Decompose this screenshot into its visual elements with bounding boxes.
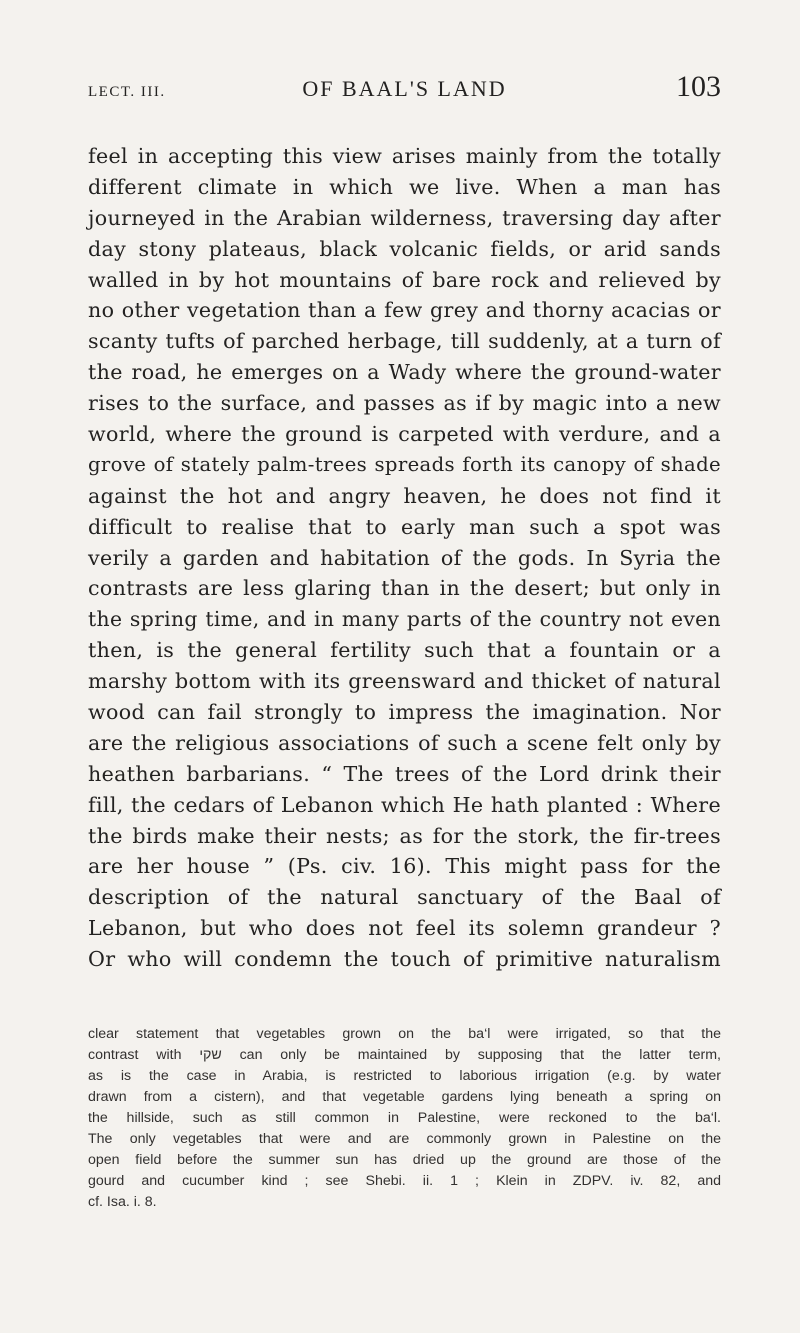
footnote-line: cf. Isa. i. 8. <box>88 1194 157 1210</box>
footnote-line: The only vegetables that were and are commonly grown in Palestine on the <box>88 1131 721 1147</box>
footnote-line: drawn from a cistern), and that vegetable gardens lying beneath a spring on <box>88 1089 721 1105</box>
body-line: are her house ” (Ps. civ. 16). This might pass for the <box>88 854 721 879</box>
running-title: OF BAAL'S LAND <box>302 76 507 101</box>
body-line: walled in by hot mountains of bare rock and relieved by <box>88 267 721 292</box>
body-line: different climate in which we live. When a man has <box>88 174 721 199</box>
body-line: difficult to realise that to early man such a spot was <box>88 514 721 539</box>
body-line: verily a garden and habitation of the gods. In Syria the <box>88 545 721 570</box>
body-line: rises to the surface, and passes as if by magic into a new <box>88 391 721 416</box>
footnote-line: as is the case in Arabia, is restricted to laborious irrigation (e.g. by water <box>88 1068 721 1084</box>
body-line: the birds make their nests; as for the stork, the fir-trees <box>88 823 721 848</box>
body-line: world, where the ground is carpeted with verdure, and a <box>88 422 721 447</box>
footnote-line: contrast with שקי can only be maintained by supposing that the latter term, <box>88 1047 721 1063</box>
body-line: against the hot and angry heaven, he does not find it <box>88 483 721 508</box>
body-line: feel in accepting this view arises mainly from the totally <box>88 144 721 168</box>
body-paragraph <box>88 141 721 975</box>
body-line: the road, he emerges on a Wady where the ground-water <box>88 360 721 385</box>
body-line: grove of stately palm-trees spreads forth its canopy of shade <box>88 452 721 476</box>
body-line: the spring time, and in many parts of the country not even <box>88 607 721 632</box>
footnote-line: open field before the summer sun has dried up the ground are those of the <box>88 1152 721 1168</box>
body-line: heathen barbarians. “ The trees of the Lord drink their <box>88 761 721 786</box>
body-line: Or who will condemn the touch of primitive naturalism <box>88 947 721 972</box>
footnote-line: clear statement that vegetables grown on the ba‘l were irrigated, so that the <box>88 1026 721 1042</box>
body-line: Lebanon, but who does not feel its solemn grandeur ? <box>88 916 721 941</box>
footnote-line: gourd and cucumber kind ; see Shebi. ii. 1 ; Klein in ZDPV. iv. 82, and <box>88 1173 721 1189</box>
body-line: then, is the general fertility such that a fountain or a <box>88 638 721 663</box>
body-line: journeyed in the Arabian wilderness, traversing day after <box>88 205 721 230</box>
running-header <box>88 70 721 116</box>
body-line: scanty tufts of parched herbage, till suddenly, at a turn of <box>88 329 721 354</box>
footnote-line: the hillside, such as still common in Palestine, were reckoned to the ba‘l. <box>88 1110 721 1126</box>
lecture-label: LECT. III. <box>88 84 166 100</box>
body-line: marshy bottom with its greensward and thicket of natural <box>88 669 721 694</box>
body-line: are the religious associations of such a scene felt only by <box>88 730 721 755</box>
page-number: 103 <box>676 70 721 103</box>
body-line: contrasts are less glaring than in the desert; but only in <box>88 576 721 601</box>
body-line: day stony plateaus, black volcanic fields, or arid sands <box>88 236 721 261</box>
body-line: wood can fail strongly to impress the imagination. Nor <box>88 700 721 725</box>
body-line: description of the natural sanctuary of the Baal of <box>88 885 721 910</box>
body-line: fill, the cedars of Lebanon which He hath planted : Where <box>88 792 721 817</box>
body-line: no other vegetation than a few grey and thorny acacias or <box>88 298 721 323</box>
footnote <box>88 1024 721 1213</box>
